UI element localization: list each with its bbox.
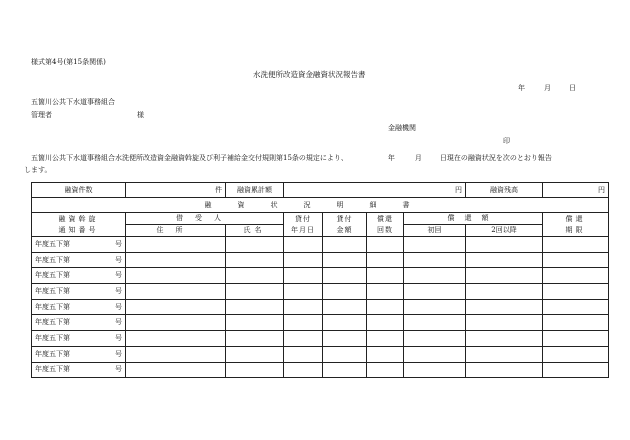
repaid-times-cell [367, 362, 404, 378]
repaid-times-cell [367, 237, 404, 253]
first-time-cell [404, 268, 466, 284]
balance-unit: 円 [543, 183, 609, 198]
repaid-times-cell [367, 284, 404, 300]
repayment-period-cell [543, 331, 609, 347]
row-prefix: 年度五下第 [35, 365, 70, 374]
address-cell [126, 331, 226, 347]
body-text-year: 年 [387, 154, 395, 162]
header-row-1 [32, 213, 609, 225]
total-label: 融資累計額 [226, 183, 284, 198]
row-suffix: 号 [115, 349, 122, 358]
balance-label: 融資残高 [466, 183, 543, 198]
second-after-cell [466, 268, 543, 284]
header-address: 住所 [126, 225, 226, 237]
address-cell [126, 362, 226, 378]
addressee-honorific: 様 [137, 111, 144, 119]
repayment-period-cell [543, 237, 609, 253]
header-notice-no-line2: 通知番号 [58, 225, 99, 234]
body-text-d: 日現在の融資状況を次のとおり報告 [439, 154, 552, 162]
row-prefix: 年度五下第 [35, 286, 70, 295]
second-after-cell [466, 315, 543, 331]
header-loan-amount [323, 213, 367, 237]
row-suffix: 号 [115, 255, 122, 264]
notice-no-cell [32, 268, 126, 284]
name-cell [226, 299, 284, 315]
address-cell [126, 346, 226, 362]
address-cell [126, 268, 226, 284]
notice-no-cell [32, 284, 126, 300]
row-suffix: 号 [115, 333, 122, 342]
header-repayment-period [543, 213, 609, 237]
row-suffix: 号 [115, 286, 122, 295]
loan-amount-cell [323, 315, 367, 331]
notice-no-cell [32, 362, 126, 378]
header-repayment-period-line1: 償還 [565, 215, 586, 223]
date-day: 日 [569, 84, 576, 92]
second-after-cell [466, 362, 543, 378]
row-prefix: 年度五下第 [35, 255, 70, 264]
table-row [32, 299, 609, 315]
date-year: 年 [518, 84, 525, 92]
header-repayment-period-line2: 期限 [565, 225, 586, 234]
row-prefix: 年度五下第 [35, 302, 70, 311]
row-prefix: 年度五下第 [35, 271, 70, 280]
second-after-cell [466, 346, 543, 362]
second-after-cell [466, 237, 543, 253]
first-time-cell [404, 362, 466, 378]
repaid-times-cell [367, 346, 404, 362]
table-row [32, 315, 609, 331]
table-row [32, 331, 609, 347]
name-cell [226, 237, 284, 253]
loan-amount-cell [323, 284, 367, 300]
row-suffix: 号 [115, 365, 122, 374]
name-cell [226, 331, 284, 347]
header-repaid-times [367, 213, 404, 237]
repayment-period-cell [543, 362, 609, 378]
header-loan-amount-line1: 貸付 [336, 215, 353, 223]
row-prefix: 年度五下第 [35, 318, 70, 327]
notice-no-cell [32, 331, 126, 347]
repaid-times-cell [367, 315, 404, 331]
name-cell [226, 252, 284, 268]
row-suffix: 号 [115, 239, 122, 248]
name-cell [226, 346, 284, 362]
institution-label: 金融機関 [388, 124, 416, 132]
address-cell [126, 315, 226, 331]
repayment-period-cell [543, 252, 609, 268]
date-month: 月 [544, 84, 551, 92]
header-second-after: 2回以降 [466, 225, 543, 237]
body-text [31, 155, 552, 162]
repayment-period-cell [543, 268, 609, 284]
address-cell [126, 299, 226, 315]
address-cell [126, 237, 226, 253]
first-time-cell [404, 252, 466, 268]
table-row [32, 362, 609, 378]
seal-mark: 印 [503, 137, 510, 145]
notice-no-cell [32, 315, 126, 331]
addressee-role: 管理者 [31, 111, 52, 119]
second-after-cell [466, 331, 543, 347]
notice-no-cell [32, 237, 126, 253]
notice-no-cell [32, 346, 126, 362]
header-name: 氏名 [226, 225, 284, 237]
first-time-cell [404, 299, 466, 315]
repaid-times-cell [367, 268, 404, 284]
table-row [32, 268, 609, 284]
repaid-times-cell [367, 331, 404, 347]
name-cell [226, 362, 284, 378]
address-cell [126, 252, 226, 268]
loan-amount-cell [323, 299, 367, 315]
first-time-cell [404, 331, 466, 347]
row-prefix: 年度五下第 [35, 239, 70, 248]
header-loan-date [284, 213, 323, 237]
second-after-cell [466, 299, 543, 315]
loan-date-cell [284, 237, 323, 253]
body-text-a: 五箇川公共下水道事務組合水洗便所改造資金融資斡旋及び利子補給金交付規則第15条の規定により、 [31, 154, 348, 162]
loan-amount-cell [323, 362, 367, 378]
first-time-cell [404, 346, 466, 362]
row-suffix: 号 [115, 318, 122, 327]
body-text-line2: します。 [24, 166, 52, 174]
body-text-month: 月 [414, 154, 422, 162]
loan-date-cell [284, 284, 323, 300]
header-repaid-times-line2: 回数 [377, 225, 393, 234]
loan-amount-cell [323, 346, 367, 362]
header-loan-date-line1: 貸付 [295, 215, 311, 223]
first-time-cell [404, 284, 466, 300]
header-borrower: 借受人 [126, 213, 284, 225]
repaid-times-cell [367, 252, 404, 268]
first-time-cell [404, 237, 466, 253]
repayment-period-cell [543, 284, 609, 300]
header-first-time: 初回 [404, 225, 466, 237]
table-row [32, 346, 609, 362]
total-unit: 円 [284, 183, 466, 198]
row-suffix: 号 [115, 271, 122, 280]
table-row [32, 237, 609, 253]
name-cell [226, 284, 284, 300]
loan-date-cell [284, 331, 323, 347]
detail-title-row [32, 198, 609, 213]
loan-date-cell [284, 299, 323, 315]
row-suffix: 号 [115, 302, 122, 311]
loan-date-cell [284, 315, 323, 331]
loan-date-cell [284, 362, 323, 378]
count-unit: 件 [126, 183, 226, 198]
loan-amount-cell [323, 331, 367, 347]
loan-amount-cell [323, 237, 367, 253]
notice-no-cell [32, 299, 126, 315]
header-loan-amount-line2: 金額 [336, 225, 353, 234]
header-notice-no [32, 213, 126, 237]
header-repayment-amount: 償還額 [404, 213, 543, 225]
page-title: 水洗便所改造資金融資状況報告書 [253, 70, 366, 79]
loan-date-cell [284, 268, 323, 284]
repayment-period-cell [543, 346, 609, 362]
summary-row [32, 183, 609, 198]
loan-amount-cell [323, 252, 367, 268]
table-row [32, 284, 609, 300]
addressee-org: 五箇川公共下水道事務組合 [31, 98, 115, 106]
address-cell [126, 284, 226, 300]
loan-date-cell [284, 346, 323, 362]
name-cell [226, 268, 284, 284]
repayment-period-cell [543, 315, 609, 331]
row-prefix: 年度五下第 [35, 349, 70, 358]
first-time-cell [404, 315, 466, 331]
header-notice-no-line1: 融資斡旋 [58, 215, 99, 223]
loan-date-cell [284, 252, 323, 268]
repayment-period-cell [543, 299, 609, 315]
second-after-cell [466, 284, 543, 300]
header-repaid-times-line1: 償還 [377, 215, 393, 223]
name-cell [226, 315, 284, 331]
loan-amount-cell [323, 268, 367, 284]
header-loan-date-line2: 年月日 [291, 225, 315, 234]
form-number: 様式第4号(第15条関係) [31, 58, 106, 66]
detail-title: 融資状況明細書 [32, 198, 609, 213]
row-prefix: 年度五下第 [35, 333, 70, 342]
notice-no-cell [32, 252, 126, 268]
repaid-times-cell [367, 299, 404, 315]
count-label: 融資件数 [32, 183, 126, 198]
second-after-cell [466, 252, 543, 268]
loan-status-table [31, 182, 609, 378]
table-row [32, 252, 609, 268]
